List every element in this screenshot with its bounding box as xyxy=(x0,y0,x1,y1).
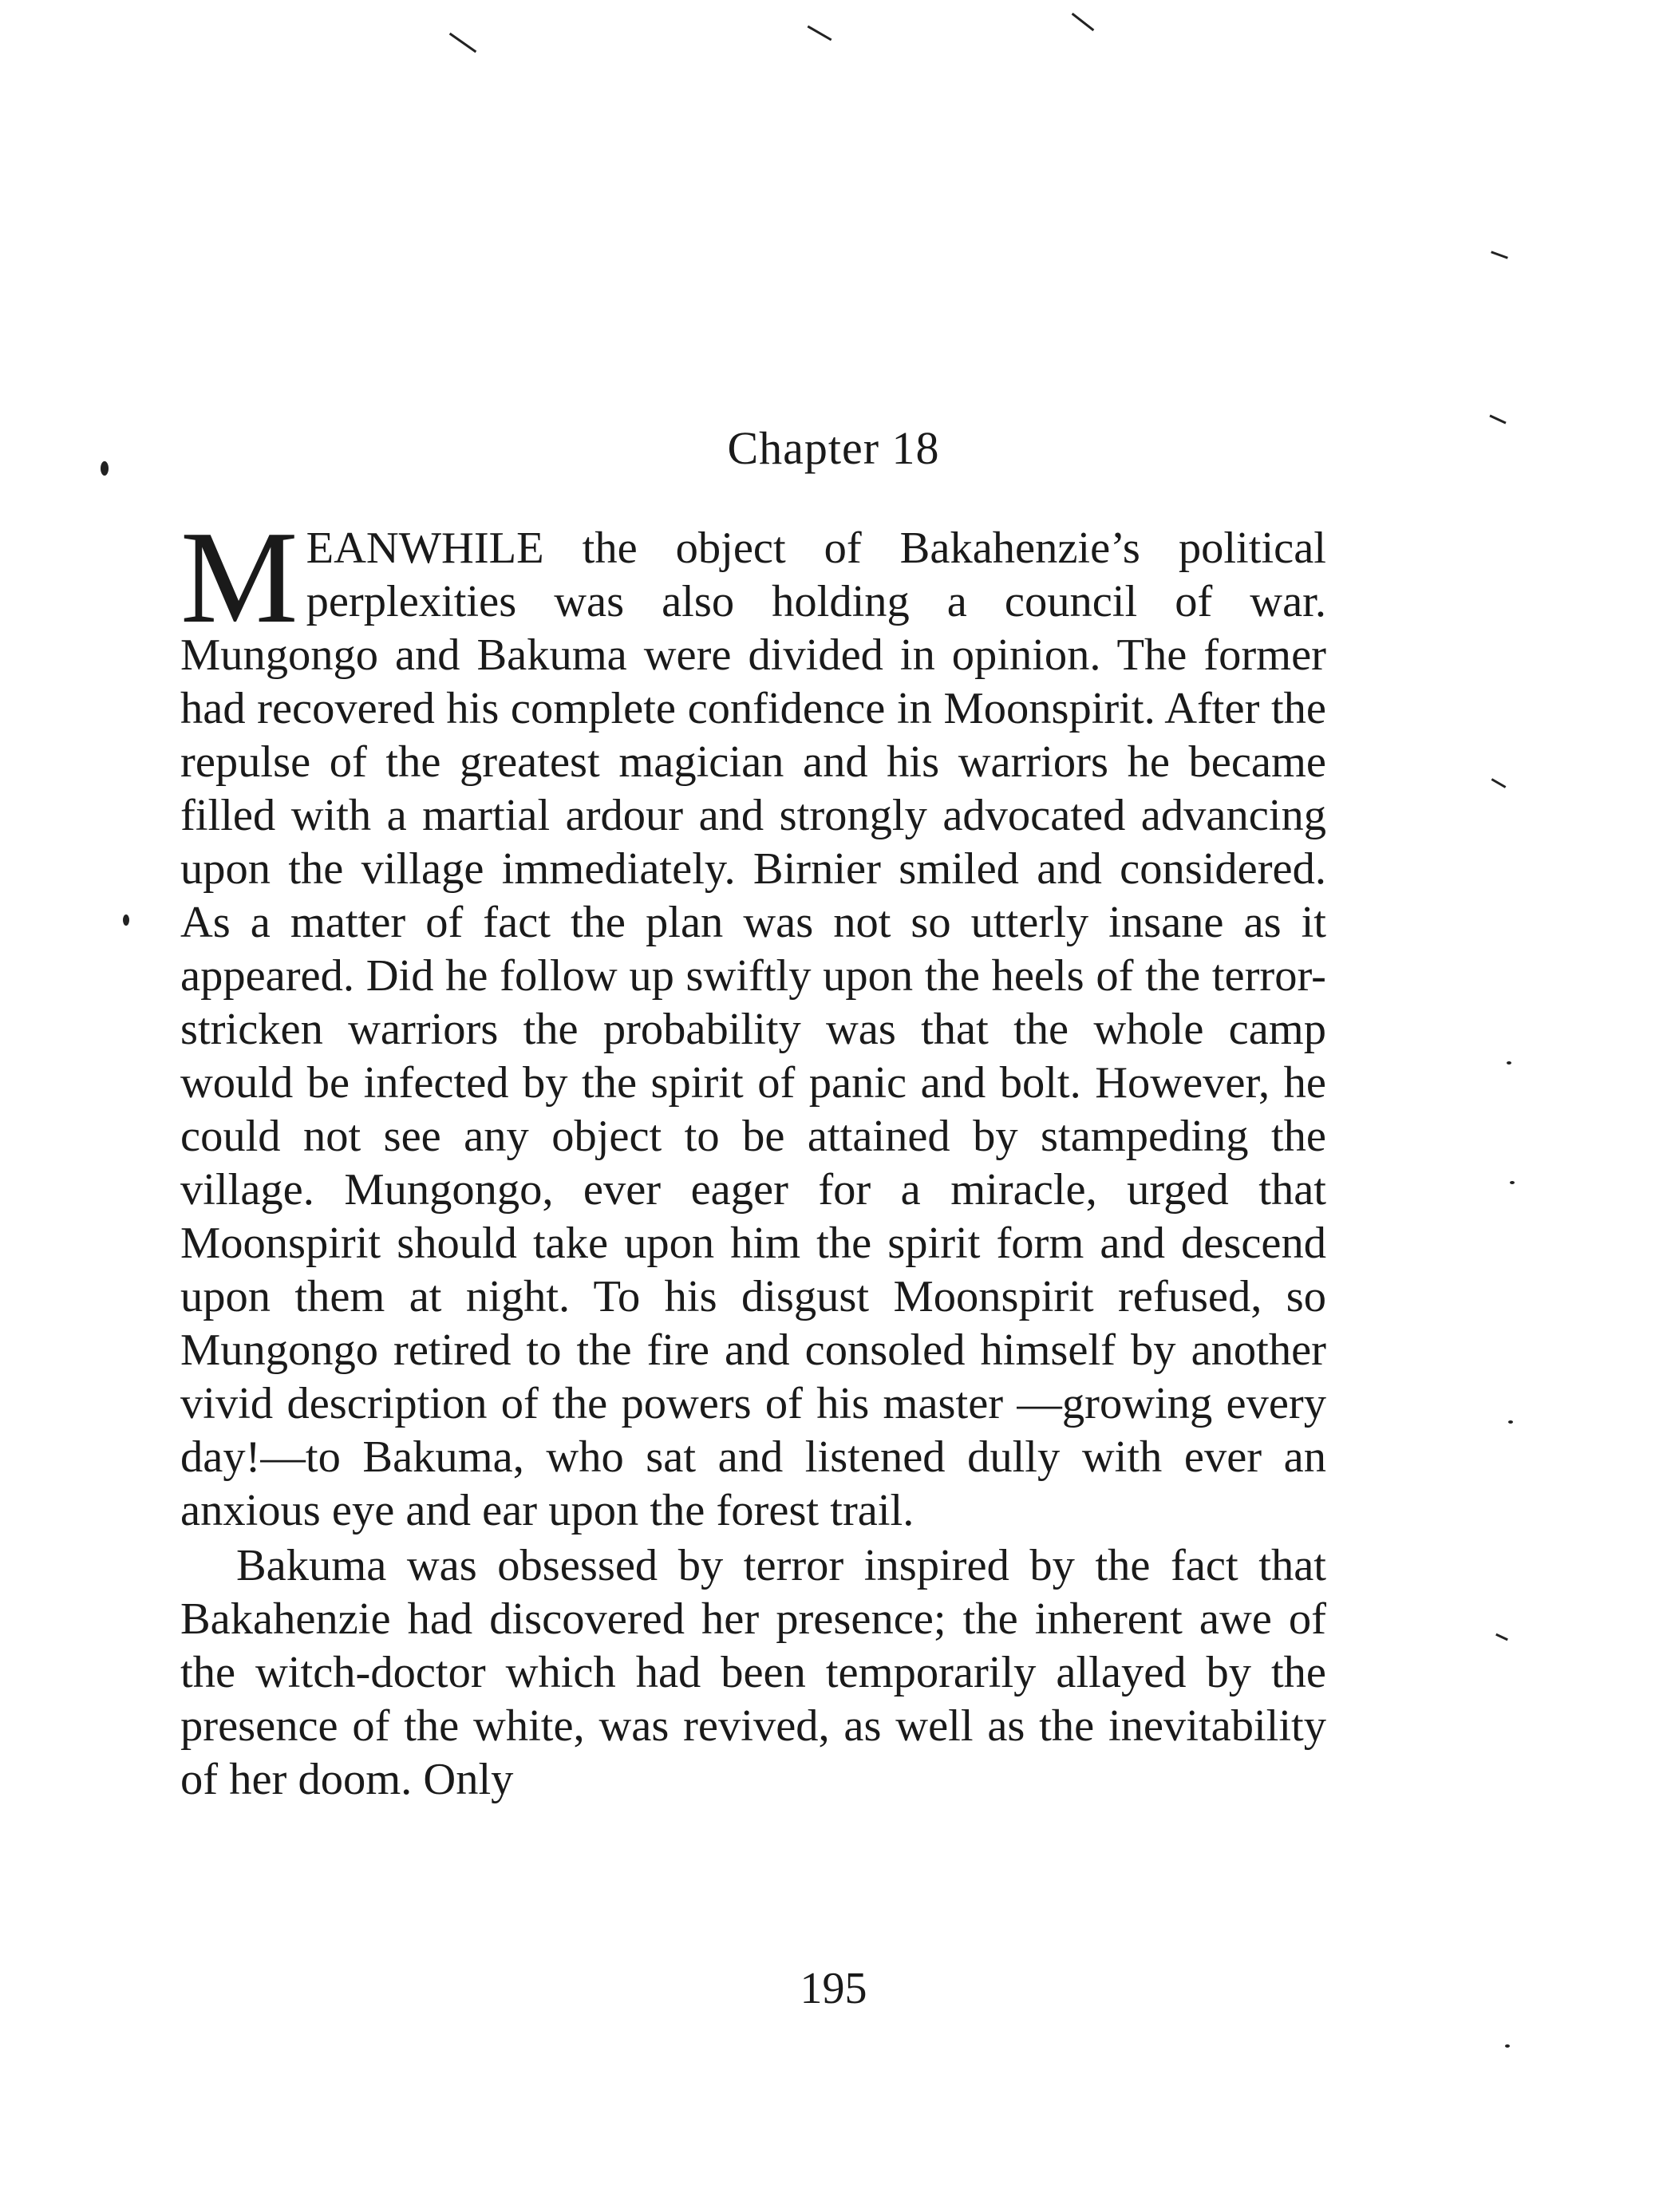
paragraph-2: Bakuma was obsessed by terror inspired by the fact that Bakahenzie had discovered her presence; the inherent awe of the witch-doctor which had been temporarily allayed by the presence of the white, was revived, as well as the inevitability of her doom. Only xyxy=(180,1541,1326,1804)
scan-mark xyxy=(1495,1633,1508,1641)
page-number: 195 xyxy=(800,1964,867,2013)
scan-dot xyxy=(123,914,129,926)
drop-cap: M xyxy=(180,504,298,650)
scan-dot xyxy=(1507,1061,1511,1065)
scan-mark xyxy=(449,33,476,53)
scan-dot xyxy=(1505,2044,1510,2048)
scan-dot xyxy=(1510,1181,1515,1184)
scan-dot xyxy=(1508,1420,1513,1424)
scan-mark xyxy=(1491,778,1507,788)
scan-mark xyxy=(1491,251,1508,259)
chapter-heading: Chapter 18 xyxy=(727,422,940,474)
scan-mark xyxy=(808,26,832,41)
paragraph-1-text: EANWHILE the object of Bakahenzie’s political perplexities was also holding a council of war. Mungongo and Bakuma were divided in opinion. The former had recovered his complete confidence in Moonspirit. After the repulse of the greatest magician and his warriors he became filled with a martial ardour and strongly advocated advancing upon the village immediately. Birnier smiled and considered. As a matter of fact the plan was not so utterly insane as it appeared. Did he follow up swiftly upon the heels of the terror-stricken warriors the probability was that the whole camp would be infected by the spirit of panic and bolt. However, he could not see any object to be attained by stampeding the village. Mungongo, ever eager for a miracle, urged that Moonspirit should take upon him the spirit form and descend upon them at night. To his disgust Moonspirit refused, so Mungongo retired to the fire and consoled himself by another vivid description of the powers of his master —growing every day!—to Bakuma, who sat and listened dully with ever an anxious eye and ear upon the forest trail. xyxy=(180,523,1326,1535)
body-text xyxy=(180,504,1326,1807)
paragraph-1 xyxy=(180,504,1326,1538)
scan-mark xyxy=(1072,13,1095,31)
